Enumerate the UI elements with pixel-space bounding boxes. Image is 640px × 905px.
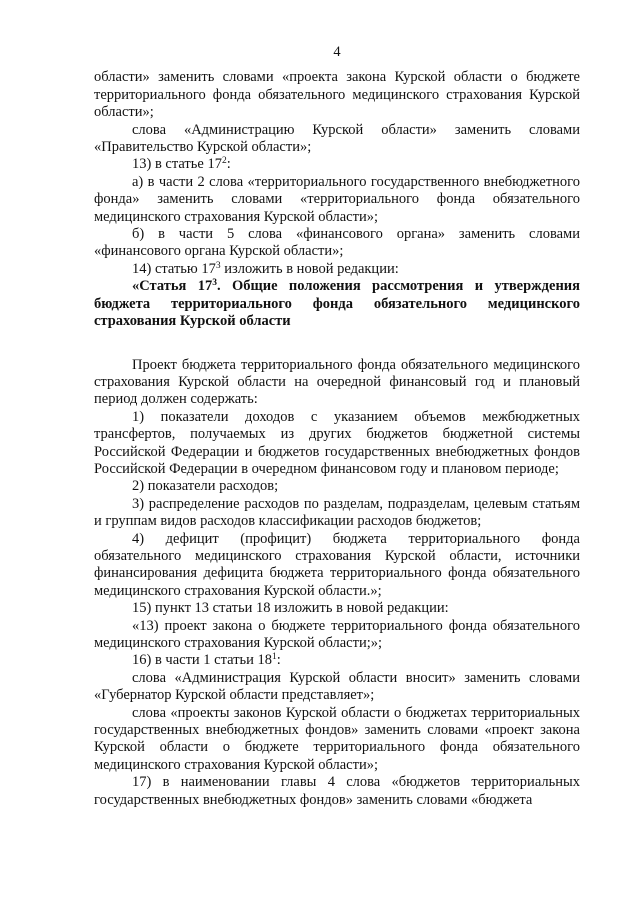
paragraph	[94, 357, 580, 409]
paragraph	[94, 618, 580, 653]
paragraph-spacer	[94, 331, 580, 357]
document-body	[94, 69, 580, 809]
paragraph-text: 4) дефицит (профицит) бюджета территориального фонда обязательного медицинского страхования Курской области, источники финансирования дефицита бюджета территориального фонда обязательного медицинского страхования Курской области.»;	[94, 530, 580, 599]
paragraph-text: 1) показатели доходов с указанием объемов межбюджетных трансфертов, получаемых из других бюджетов бюджетной системы Российской Федерации и бюджетов государственных внебюджетных фондов Российской Федерации в очередном финансовом году и плановом периоде;	[94, 408, 580, 477]
paragraph	[94, 69, 580, 121]
paragraph	[94, 531, 580, 601]
paragraph-text: а) в части 2 слова «территориального государственного внебюджетного фонда» заменить словами «территориального фонда обязательного медицинского страхования Курской области»;	[94, 173, 580, 225]
paragraph	[94, 670, 580, 705]
paragraph-text: :	[226, 156, 231, 173]
paragraph	[94, 478, 580, 495]
paragraph-text: :	[276, 652, 281, 669]
paragraph	[94, 261, 580, 278]
paragraph-text: 14) статью 17	[132, 260, 216, 277]
paragraph-text: 2) показатели расходов;	[132, 478, 279, 495]
paragraph	[94, 705, 580, 775]
paragraph-text: 13) в статье 17	[132, 156, 222, 173]
paragraph-text: . Общие положения рассмотрения и утверждения бюджета территориального фонда обязательного медицинского страхования Курской области	[94, 278, 580, 330]
paragraph	[94, 226, 580, 261]
paragraph-text: слова «проекты законов Курской области о бюджетах территориальных государственных внебюджетных фондов» заменить словами «проект закона Курской области о бюджете территориального фонда обязательного медицинского страхования Курской области»;	[94, 704, 580, 773]
paragraph	[94, 496, 580, 531]
paragraph-text: 16) в части 1 статьи 18	[132, 652, 273, 669]
superscript: 1	[272, 652, 277, 663]
paragraph-text: «Статья 17	[132, 278, 213, 295]
superscript: 3	[215, 260, 221, 271]
paragraph-text: 15) пункт 13 статьи 18 изложить в новой редакции:	[132, 600, 449, 617]
superscript: 2	[221, 156, 227, 167]
paragraph-text: слова «Администрация Курской области вносит» заменить словами «Губернатор Курской области представляет»;	[94, 669, 580, 704]
paragraph	[94, 409, 580, 479]
paragraph-text: б) в части 5 слова «финансового органа» заменить словами «финансового органа Курской области»;	[94, 226, 580, 260]
paragraph-text: области» заменить словами «проекта закона Курской области о бюджете территориального фонда обязательного медицинского страхования Курской области»;	[94, 69, 580, 121]
paragraph	[94, 774, 580, 809]
paragraph-text: изложить в новой редакции:	[220, 260, 399, 277]
paragraph-text: 3) распределение расходов по разделам, подразделам, целевым статьям и группам видов расходов классификации расходов бюджетов;	[94, 495, 580, 530]
article-heading	[94, 278, 580, 330]
page-number: 4	[333, 44, 341, 60]
paragraph-text: 17) в наименовании главы 4 слова «бюджетов территориальных государственных внебюджетных фондов» заменить словами «бюджета	[94, 774, 580, 808]
paragraph	[94, 652, 580, 669]
paragraph-text: «13) проект закона о бюджете территориального фонда обязательного медицинского страхования Курской области;»;	[94, 617, 580, 651]
paragraph-text: слова «Администрацию Курской области» заменить словами «Правительство Курской области»;	[94, 121, 580, 156]
paragraph	[94, 122, 580, 157]
paragraph	[94, 174, 580, 226]
superscript: 3	[212, 278, 217, 289]
paragraph-text: Проект бюджета территориального фонда обязательного медицинского страхования Курской области на очередной финансовый год и плановый период должен содержать:	[94, 356, 580, 408]
paragraph	[94, 600, 580, 617]
paragraph	[94, 156, 580, 173]
